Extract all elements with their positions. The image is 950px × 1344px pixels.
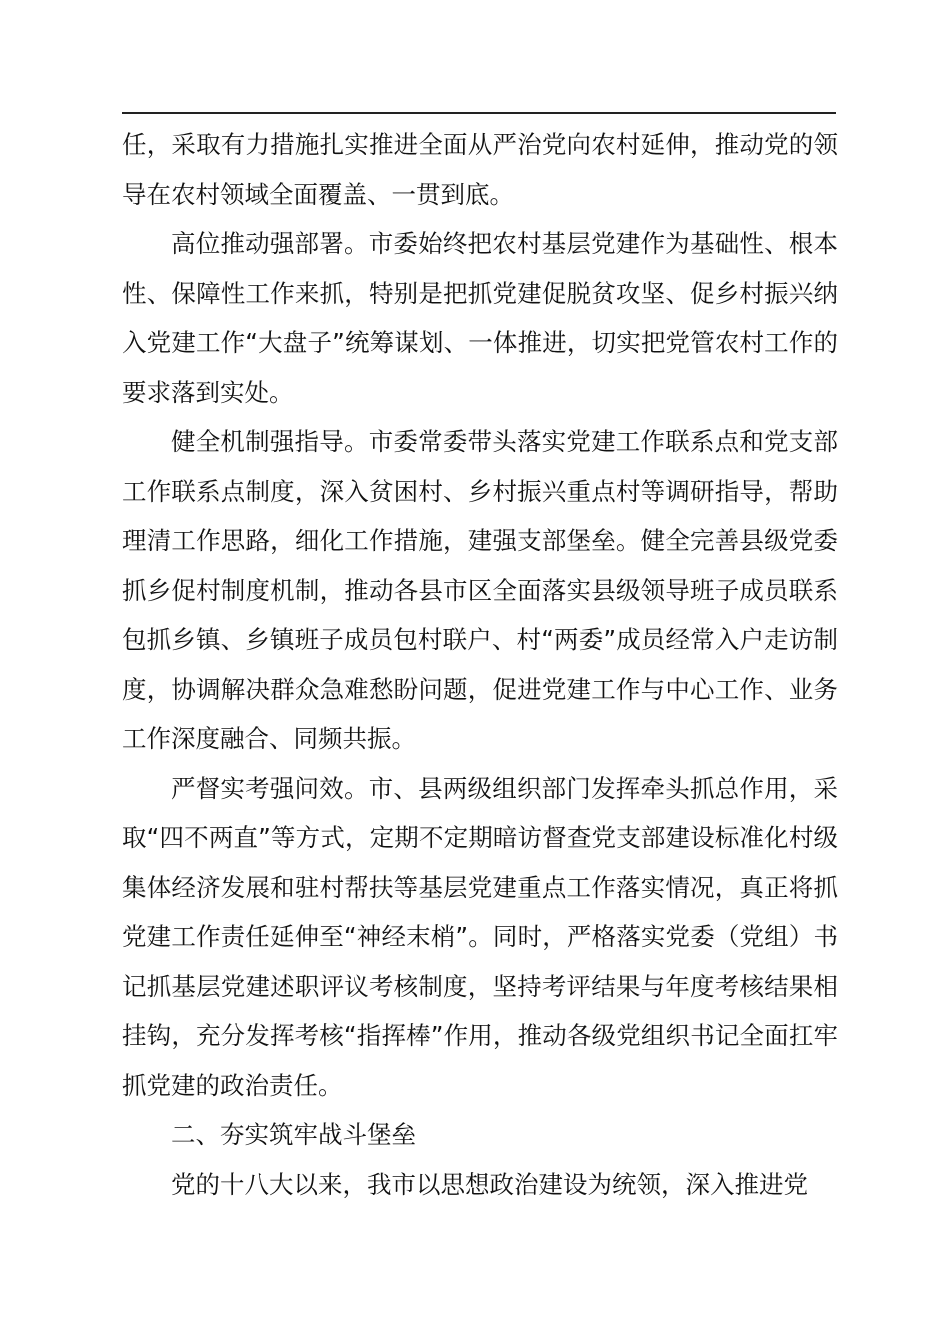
paragraph-continuation: 任，采取有力措施扎实推进全面从严治党向农村延伸，推动党的领导在农村领域全面覆盖、一贯到底。: [122, 130, 838, 209]
header-rule: [122, 112, 836, 114]
paragraph-section-intro: 党的十八大以来，我市以思想政治建设为统领，深入推进党: [171, 1169, 808, 1199]
section-heading: 二、夯实筑牢战斗堡垒: [171, 1120, 416, 1149]
paragraph-mechanism-guidance: 健全机制强指导。市委常委带头落实党建工作联系点和党支部工作联系点制度，深入贫困村、乡村振兴重点村等调研指导，帮助理清工作思路，细化工作措施，建强支部堡垒。健全完善县级党委抓乡促村制度机制，推动各县市区全面落实县级领导班子成员联系包抓乡镇、乡镇班子成员包村联户、村“两委”成员经常入户走访制度，协调解决群众急难愁盼问题，促进党建工作与中心工作、业务工作深度融合、同频共振。: [122, 427, 838, 753]
paragraph-strict-supervision: 严督实考强问效。市、县两级组织部门发挥牵头抓总作用，采取“四不两直”等方式，定期不定期暗访督查党支部建设标准化村级集体经济发展和驻村帮扶等基层党建重点工作落实情况，真正将抓党建工作责任延伸至“神经末梢”。同时，严格落实党委（党组）书记抓基层党建述职评议考核制度，坚持考评结果与年度考核结果相挂钩，充分发挥考核“指挥棒”作用，推动各级党组织书记全面扛牢抓党建的政治责任。: [122, 773, 838, 1100]
document-body: [122, 120, 838, 1209]
paragraph-high-level-deployment: 高位推动强部署。市委始终把农村基层党建作为基础性、根本性、保障性工作来抓，特别是把抓党建促脱贫攻坚、促乡村振兴纳入党建工作“大盘子”统筹谋划、一体推进，切实把党管农村工作的要求落到实处。: [122, 229, 838, 407]
